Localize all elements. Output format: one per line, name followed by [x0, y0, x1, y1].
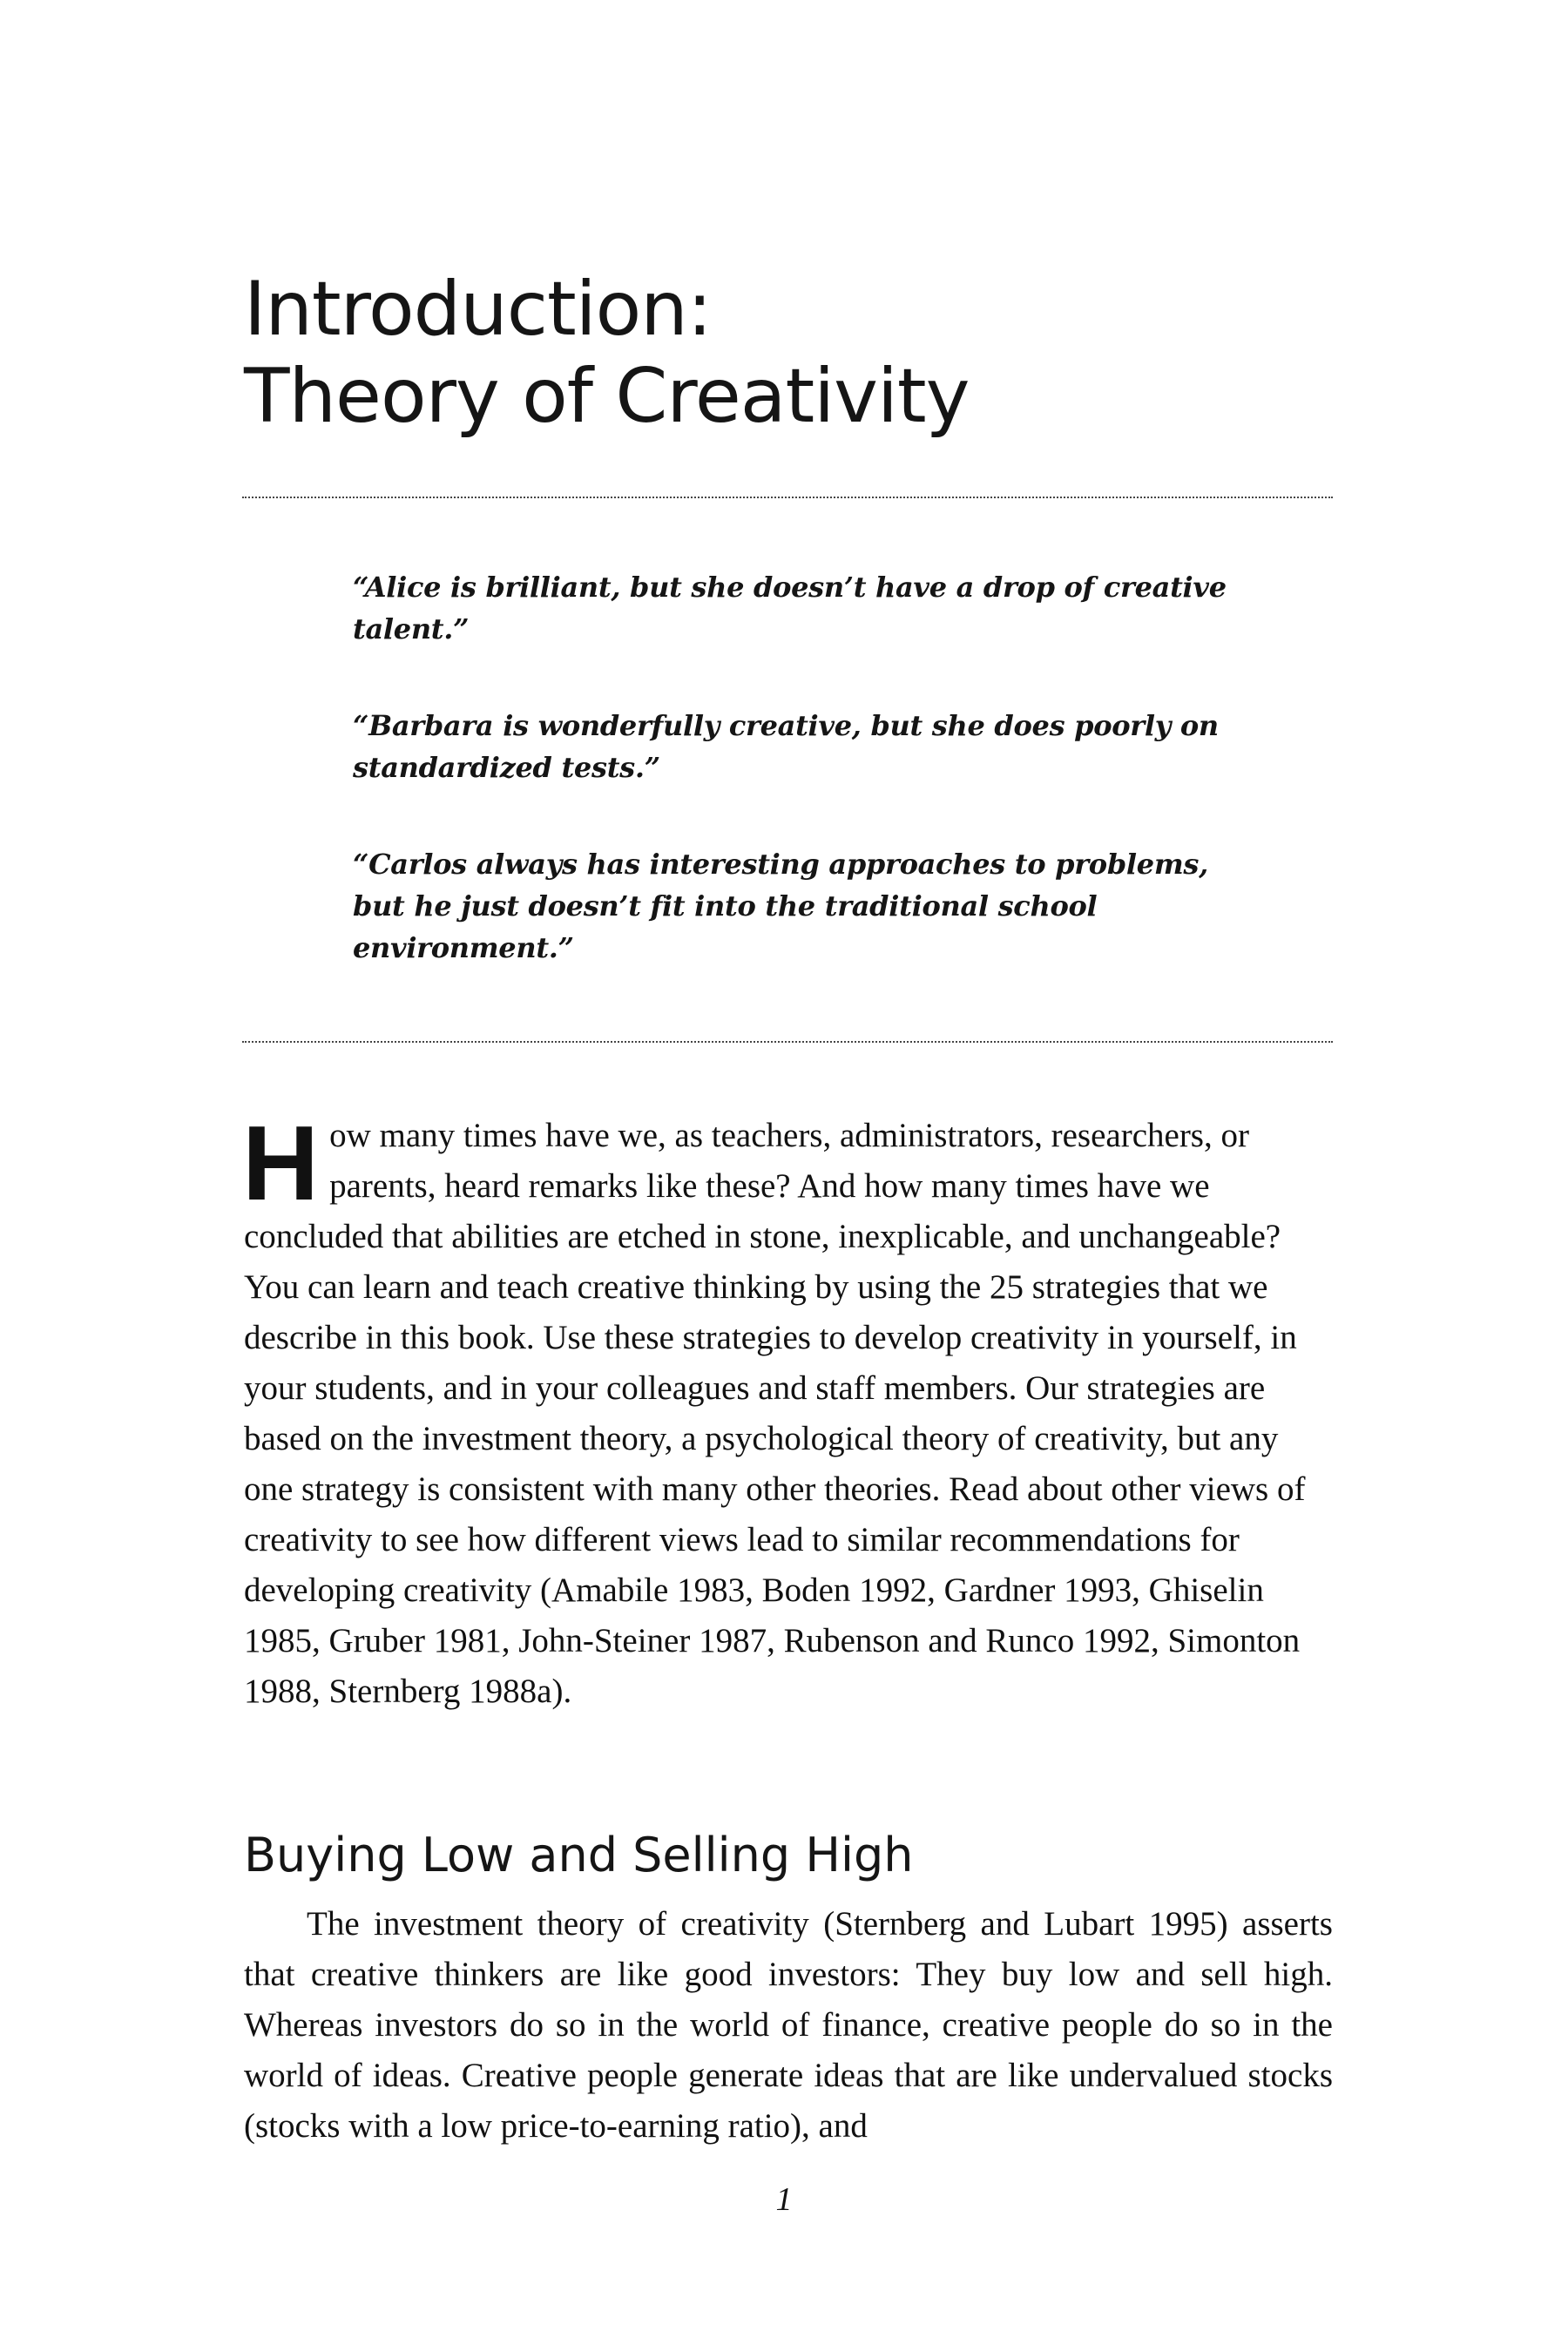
epigraph-barbara: “Barbara is wonderfully creative, but she does poorly on standardized tests.” [353, 709, 1219, 784]
epigraph-block [353, 566, 1267, 1024]
epigraph-alice: “Alice is brilliant, but she doesn’t have a drop of creative talent.” [353, 571, 1227, 645]
page-number: 1 [775, 2181, 793, 2218]
intro-paragraph-text: ow many times have we, as teachers, administrators, researchers, or parents, heard remarks like these? And how many times have we concluded that abilities are etched in stone, inexplicable, and unchangeable? You can learn and teach creative thinking by using the 25 strategies that we describe in this book. Use these strategies to develop creativity in yourself, in your students, and in your colleagues and staff members. Our strategies are based on the investment theory, a psychological theory of creativity, but any one strategy is consistent with many other theories. Read about other views of creativity to see how different views lead to similar recommendations for developing creativity (Amabile 1983, Boden 1992, Gardner 1993, Ghiselin 1985, Gruber 1981, John-Steiner 1987, Rubenson and Runco 1992, Simonton 1988, Sternberg 1988a). [244, 1117, 1306, 1710]
epigraph-carlos: “Carlos always has interesting approaches to problems, but he just doesn’t fit into the traditional school environment.” [353, 848, 1208, 964]
drop-cap: H [242, 1104, 320, 1222]
section-heading: Buying Low and Selling High [244, 1828, 914, 1882]
chapter-title [244, 266, 1376, 440]
chapter-title-line-1: Introduction: [244, 266, 712, 353]
section-paragraph: The investment theory of creativity (Sternberg and Lubart 1995) asserts that creative thinkers are like good investors: They buy low and sell high. Whereas investors do so in the world of finance, creative people do so in the world of ideas. Creative people generate ideas that are like undervalued stocks (stocks with a low price-to-earning ratio), and [244, 1905, 1333, 2145]
top-dotted-rule [242, 497, 1333, 498]
bottom-dotted-rule [242, 1041, 1333, 1043]
intro-paragraph [242, 1104, 1333, 1717]
chapter-title-line-2: Theory of Creativity [244, 353, 970, 440]
